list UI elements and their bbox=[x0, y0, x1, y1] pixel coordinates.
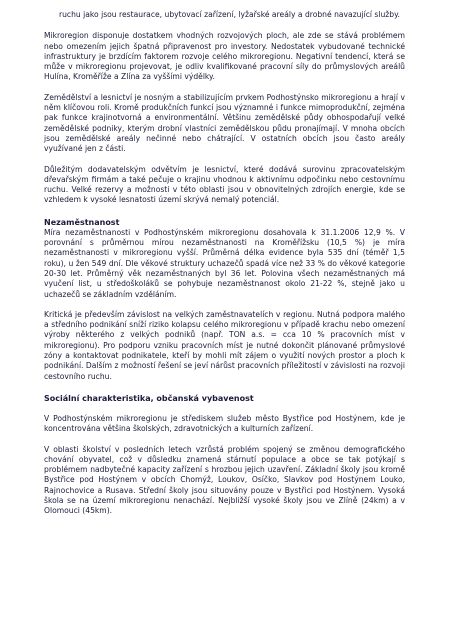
heading-social-characteristics: Sociální charakteristika, občanská vybavenost bbox=[44, 393, 254, 403]
paragraph-unemployment-rate: Míra nezaměstnanosti v Podhostýnském mikroregionu dosahovala k 31.1.2006 12,9 %. V porovnání s průměrnou mírou nezaměstnanosti na Kroměřížsku (10,5 %) je míra nezaměstnanosti v mikroregionu vyšší. Průměrná délka evidence byla 535 dní (téměř 1,5 roku), u žen 549 dní. Dle věkové struktury uchazečů spadá více než 33 % do věkové kategorie 20-30 let. Průměrný věk nezaměstnaných byl 36 let. Polovina všech nezaměstnaných má vyučení list, u středoškoláků se pohybuje nezaměstnanost okolo 21-22 %, stejně jako u uchazečů se základním vzděláním. bbox=[44, 227, 405, 299]
paragraph-education: V oblasti školství v posledních letech vzrůstá problém spojený se změnou demografického chování obyvatel, což v důsledku znamená stárnutí populace a obce se tak potýkají s problémem nadbytečné kapacity zařízení s hrozbou jejich uzavření. Základní školy jsou kromě Bystřice pod Hostýnem v obcích Chomýž, Loukov, Osíčko, Slavkov pod Hostýnem Louko, Rajnochovice a Rusava. Střední školy jsou situovány pouze v Bystřici pod Hostýnem. Vysoká škola se na území mikroregionu nenachází. Nejbližší vysoké školy jsou ve Zlíně (24km) a v Olomouci (45km). bbox=[44, 444, 405, 516]
paragraph-development-areas: Mikroregion disponuje dostatkem vhodných rozvojových ploch, ale zde se stává problémem nebo omezením jejich špatná připravenost pro investory. Nedostatek vybudované technické infrastruktury je brzdícím faktorem rozvoje celého mikroregionu. Negativní tendencí, která se může v mikroregionu projevovat, je odliv kvalifikované pracovní síly do průmyslových areálů Hulína, Kroměříže a Zlína za vyššími výdělky. bbox=[44, 31, 405, 82]
paragraph-agriculture: Zemědělství a lesnictví je nosným a stabilizujícím prvkem Podhostýnsko mikroregionu a hrají v něm klíčovou roli. Kromě produkčních funkcí jsou významné i funkce mimoprodukční, zejména pak funkce krajinotvorná a environmentální. Většinu zemědělské půdy obhospodařují velké zemědělské podniky, kterým drobní vlastníci zemědělskou půdu pronajímají. V mnoha obcích jsou zemědělské areály nečinné nebo chátrající. V ostatních obcích jsou často areály využívané jen z části. bbox=[44, 92, 405, 154]
paragraph-employer-dependency: Kritická je především závislost na velkých zaměstnavatelích v regionu. Nutná podpora malého a středního podnikání sníží riziko kolapsu celého mikroregionu v případě krachu nebo omezení výroby některého z velkých podniků (např. TON a.s. = cca 10 % pracovních míst v mikroregionu). Pro podporu vzniku pracovních míst je nutné dokončit plánované průmyslové zóny a kontaktovat podnikatele, kteří by mohli mít zájem o využití nových prostor a ploch k podnikání. Dalším z možností řešení se jeví nárůst pracovních příležitostí v závislosti na rozvoji cestovního ruchu. bbox=[44, 309, 405, 381]
paragraph-forestry: Důležitým dodavatelským odvětvím je lesnictví, které dodává surovinu zpracovatelským dřevařským firmám a také pečuje o krajinu vhodnou k aktivnímu odpočinku nebo cestovnímu ruchu. Velké rezervy a možnosti v této oblasti jsou v obnovitelných zdrojích energie, kde se vzhledem k vysoké lesnatosti území skrývá nemalý potenciál. bbox=[44, 164, 405, 205]
paragraph-tourism-continuation: ruchu jako jsou restaurace, ubytovací zařízení, lyžařské areály a drobné navazující služby. bbox=[59, 10, 400, 19]
paragraph-service-center: V Podhostýnském mikroregionu je střediskem služeb město Bystřice pod Hostýnem, kde je koncentrována většina školských, zdravotnických a kulturních zařízení. bbox=[44, 413, 405, 434]
heading-unemployment: Nezaměstnanost bbox=[44, 217, 120, 227]
